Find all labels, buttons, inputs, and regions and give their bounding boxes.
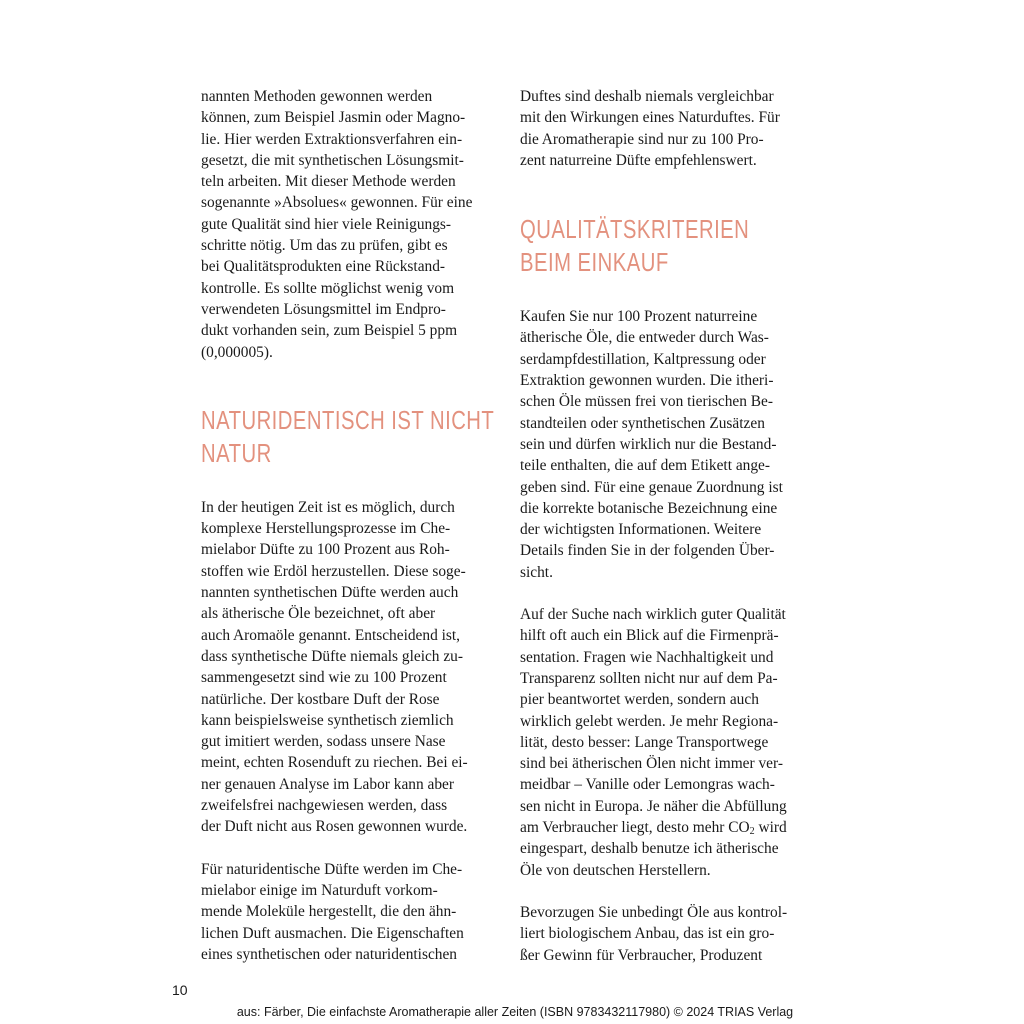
section-heading-naturidentisch: NATURIDENTISCH IST NICHT NATUR (201, 404, 495, 468)
body-paragraph: Bevorzugen Sie unbedingt Öle aus kontrol- liert biologischem Anbau, das ist ein gro- ßer Gewinn für Verbraucher, Produzent (520, 903, 788, 964)
source-footer: aus: Färber, Die einfachste Aromatherapie aller Zeiten (ISBN 9783432117980) © 2024 TRIAS Verlag (236, 1005, 794, 1019)
body-paragraph: In der heutigen Zeit ist es möglich, durch komplexe Herstellungsprozesse im Che- mielabor Düfte zu 100 Prozent aus Roh- stoffen wie Erdöl herzustellen. Diese soge- nannten synthetischen Düfte werden auch als ätherische Öle bezeichnet, oft aber auch Aromaöle genannt. Entscheidend ist, dass synthetische Düfte niemals gleich zu- sammengesetzt sind wie zu 100 Prozent natürliche. Der kostbare Duft der Rose kann beispielsweise synthetisch ziemlich gut imitiert werden, sodass unsere Nase meint, echten Rosenduft zu riechen. Bei ei- ner genauen Analyse im Labor kann aber zweifelsfrei nachgewiesen werden, dass der Duft nicht aus Rosen gewonnen wurde. (201, 498, 468, 836)
body-paragraph: Kaufen Sie nur 100 Prozent naturreine ätherische Öle, die entweder durch Was- serdampfdestillation, Kaltpressung oder Extraktion gewonnen wurden. Die itheri- schen Öle müssen frei von tierischen Be- standteilen oder synthetischen Zusätzen sein und dürfen wirklich nur die Bestand- teile enthalten, die auf dem Etikett ange- geben sind. Für eine genaue Zuordnung ist die korrekte botanische Bezeichnung eine der wichtigsten Informationen. Weitere Details finden Sie in der folgenden Über- sicht. (520, 308, 783, 581)
section-heading-qualitaetskriterien: QUALITÄTSKRITERIEN BEIM EINKAUF (520, 214, 750, 278)
page-number: 10 (172, 982, 188, 998)
right-column (520, 86, 812, 966)
body-paragraph: nannten Methoden gewonnen werden können, zum Beispiel Jasmin oder Magno- lie. Hier werden Extraktionsverfahren ein- gesetzt, die mit synthetischen Lösungsmit- teln arbeiten. Mit dieser Methode werden sogenannte »Absolues« gewonnen. Für eine gute Qualität sind hier viele Reinigungs- schritte nötig. Um das zu prüfen, gibt es bei Qualitätsprodukten eine Rückstand- kontrolle. Es sollte möglichst wenig vom verwendeten Lösungsmittel im Endpro- dukt vorhanden sein, zum Beispiel 5 ppm (0,000005). (201, 88, 473, 361)
body-paragraph: Duftes sind deshalb niemals vergleichbar mit den Wirkungen eines Naturduftes. Für die Aromatherapie sind nur zu 100 Pro- zent naturreine Düfte empfehlenswert. (520, 88, 780, 169)
body-paragraph: Für naturidentische Düfte werden im Che- mielabor einige im Naturduft vorkom- mende Moleküle hergestellt, die den ähn- lichen Duft ausmachen. Die Eigenschaften eines synthetischen oder naturidentischen (201, 860, 464, 963)
paragraph-text: wird eingespart, deshalb benutze ich ätherische Öle von deutschen Herstellern. (520, 819, 787, 879)
body-paragraph-co2 (520, 604, 812, 881)
subscript-2: 2 (749, 826, 755, 838)
paragraph-text: Auf der Suche nach wirklich guter Qualität hilft oft auch ein Blick auf die Firmenprä- sentation. Fragen wie Nachhaltigkeit und Transparenz sollten nicht nur auf dem Pa- pier beantwortet werden, sondern auch wirklich gelebt werden. Je mehr Regiona- lität, desto besser: Lange Transportwege sind bei ätherischen Ölen nicht immer ver- meidbar – Vanille oder Lemongras wach- sen nicht in Europa. Je näher die Abfüllung am Verbraucher liegt, desto mehr CO (520, 606, 787, 837)
left-column (201, 86, 493, 965)
